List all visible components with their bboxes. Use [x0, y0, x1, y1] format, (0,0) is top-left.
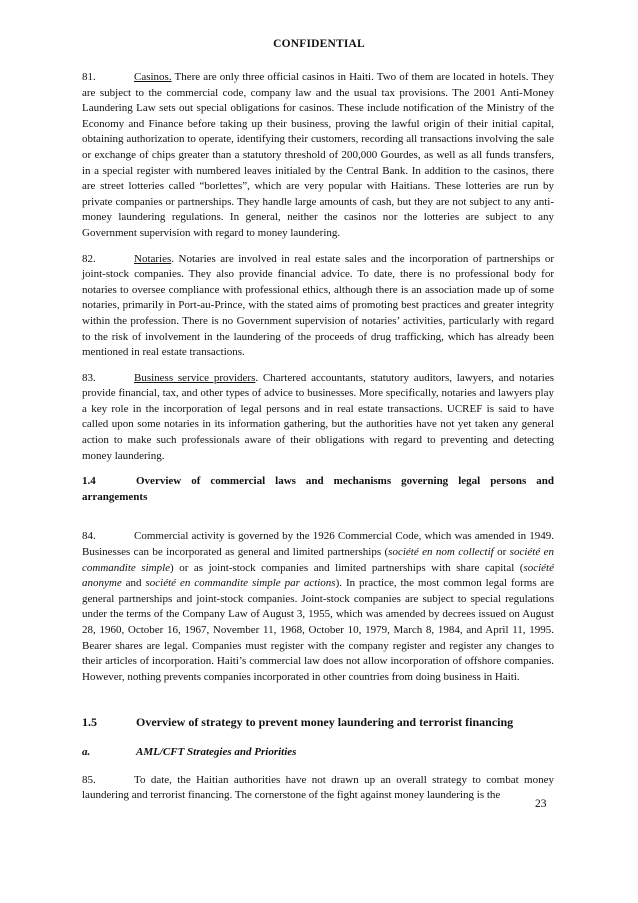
paragraph-text: . Notaries are involved in real estate sales and the incorporation of partnerships or joint-stock companies. They also provide financial advice. To date, there is no professional body for notaries to oversee compliance with professional ethics, although there is an association made up of some notaries, primarily in Port-au-Prince, with the stated aims of promoting best practices and greater integrity within the profession. There is no Government supervision of notaries’ activities, particularly with regard to the risk of involvement in the laundering of the proceeds of drug trafficking, which has already been mentioned in real estate transactions. [82, 252, 554, 359]
section-title: Overview of strategy to prevent money laundering and terrorist financing [136, 715, 514, 730]
paragraph-82 [82, 252, 554, 361]
paragraph-number: 81. [82, 71, 96, 83]
paragraph-text: There are only three official casinos in Haiti. Two of them are located in hotels. They are subject to the commercial code, company law and the usual tax provisions. The 2001 Anti-Money Laundering Law sets out special obligations for casinos. These include notification of the Ministry of the Economy and Finance before taking up their business, proving the lawful origin of their initial capital, obtaining authorization to operate, identifying their customers, recording all transactions involving the sale or exchange of chips greater than a statutory threshold of 200,000 Gourdes, as well as all funds transfers, in a special register with numbered leaves initialed by the Central Bank. In addition to the casinos, there are street lotteries called “borlettes”, which are very popular with Haitians. These lotteries are run by private companies or partnerships. They handle large amounts of cash, but they are not subject to any anti-money laundering regulations. In general, neither the casinos nor the lotteries are subject to any Government supervision with regard to money laundering. [82, 71, 554, 239]
paragraph-title: Notaries [134, 252, 172, 265]
paragraph-text: or [493, 546, 510, 559]
paragraph-85 [82, 773, 554, 804]
subsection-heading-a [82, 745, 554, 761]
paragraph-text: and [121, 577, 146, 590]
paragraph-text: To date, the Haitian authorities have not drawn up an overall strategy to combat money laundering and terrorist financing. The cornerstone of the fight against money laundering is the [82, 773, 554, 802]
confidential-header: CONFIDENTIAL [273, 38, 365, 50]
paragraph-number: 82. [82, 252, 96, 265]
italic-term: société anonyme [82, 561, 554, 590]
section-heading-1-5 [82, 715, 554, 731]
paragraph-84 [82, 529, 554, 685]
paragraph-text: ). In practice, the most common legal forms are general partnerships and joint-stock companies. Joint-stock companies are subject to special regulations under the terms of the Company Law of August 3, 1955, which was amended by decrees issued on August 28, 1960, October 16, 1967, November 11, 1968, October 10, 1979, March 8, 1984, and April 11, 1995. Bearer shares are legal. Companies must register with the company register and register any changes to their articles of incorporation. Haiti’s commercial law does not allow incorporation of offshore companies. However, nothing prevents companies incorporated in other countries from doing business in Haiti. [82, 577, 554, 683]
paragraph-title: Casinos. [134, 71, 172, 83]
document-body [82, 70, 554, 814]
subsection-letter: a. [82, 745, 91, 758]
paragraph-81 [82, 70, 554, 242]
page-number: 23 [535, 798, 547, 810]
italic-term: société en commandite simple par actions [145, 577, 336, 590]
paragraph-number: 83. [82, 371, 96, 384]
paragraph-title: Business service providers [134, 371, 256, 384]
paragraph-text: . Chartered accountants, statutory auditors, lawyers, and notaries provide financial, tax, and other types of advice to businesses. More specifically, notaries and lawyers play a key role in the incorporation of legal persons and in real estate transactions. UCREF is said to have called upon some notaries in its information gathering, but the authorities have not yet taken any general action to make such professionals aware of their obligations with regard to preventing and detecting money laundering. [82, 371, 555, 462]
section-number: 1.5 [82, 715, 97, 730]
paragraph-text: ) or as joint-stock companies and limited partnerships with share capital ( [170, 561, 524, 574]
paragraph-number: 84. [82, 530, 96, 543]
italic-term: société en commandite simple [82, 546, 554, 574]
paragraph-text: Commercial activity is governed by the 1926 Commercial Code, which was amended in 1949. Businesses can be incorporated as general and limited partnerships ( [82, 530, 554, 559]
section-number: 1.4 [82, 475, 96, 488]
paragraph-number: 85. [82, 773, 96, 786]
paragraph-83 [82, 371, 554, 465]
italic-term: société en nom collectif [388, 546, 494, 559]
subsection-title: AML/CFT Strategies and Priorities [136, 745, 297, 758]
section-heading-1-4 [82, 474, 554, 505]
section-title: Overview of commercial laws and mechanisms governing legal persons and arrangements [82, 475, 554, 503]
